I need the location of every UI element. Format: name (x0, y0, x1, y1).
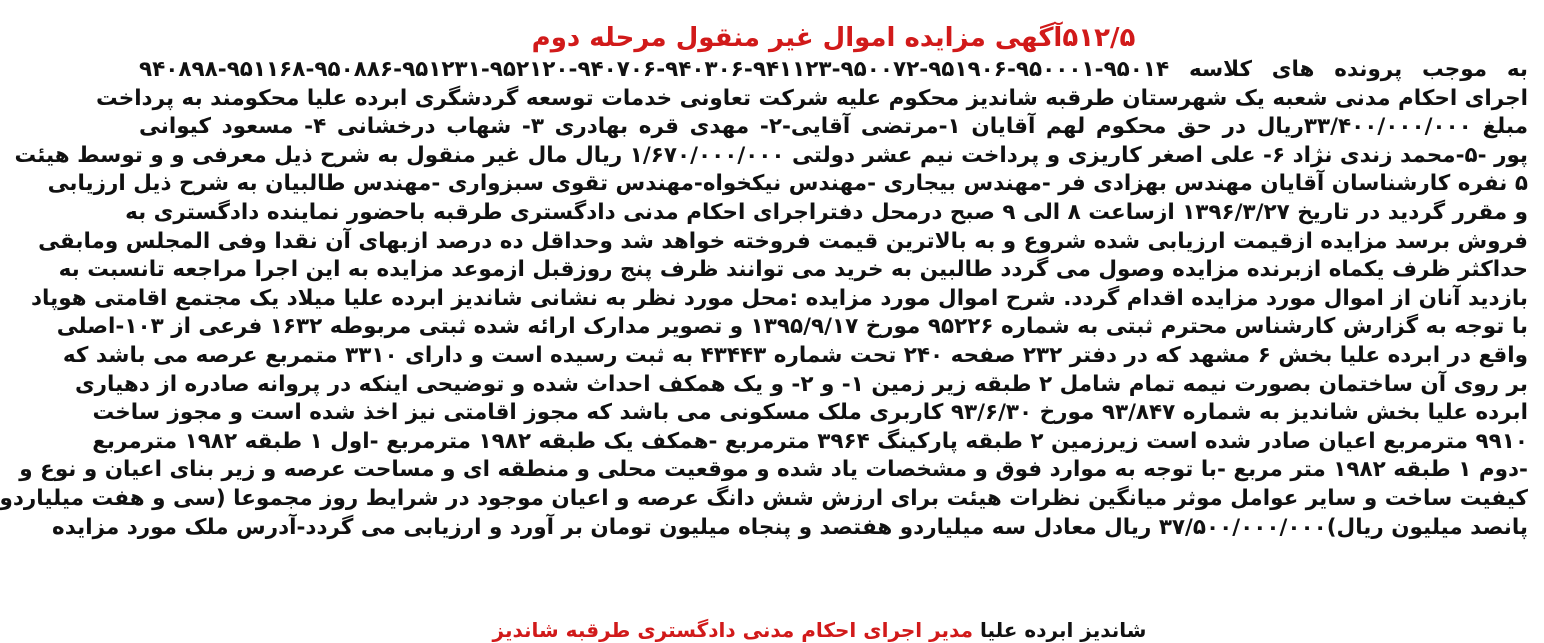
body-line: ۹۹۱۰ مترمربع اعیان صادر شده است زیرزمین ۲ طبقه پارکینگ ۳۹۶۴ مترمربع -همکف یک طبقه ۱۹۸۲ مترمربع -اول ۱ طبقه ۱۹۸۲ مترمربع (92, 428, 1528, 454)
body-line: -دوم ۱ طبقه ۱۹۸۲ متر مربع -با توجه به موارد فوق و مشخصات یاد شده و موقعیت محلی و منطقه ای و مساحت عرصه و زیر بنای اعیان و نوع و (19, 457, 1528, 483)
body-line: و مقرر گردید در تاریخ ۱۳۹۶/۳/۲۷ ازساعت ۸ الی ۹ صبح درمحل دفتراجرای احکام مدنی دادگستری طرقبه باحضور نماینده دادگستری به (125, 199, 1528, 225)
body-line: ۵ نفره کارشناسان آقایان مهندس بهزادی فر -مهندس بیجاری -مهندس نیکخواه-مهندس تقوی سبزواری -مهندس طالبیان به شرح ذیل ارزیابی (47, 171, 1528, 197)
body-line: با توجه به گزارش کارشناس محترم ثبتی به شماره ۹۵۲۲۶ مورخ ۱۳۹۵/۹/۱۷ و تصویر مدارک ارائه شده ثبتی مربوطه ۱۶۳۲ فرعی از ۱۰۳-اصلی (56, 314, 1528, 340)
signature-line (123, 617, 1544, 643)
body-line: پور -۵-محمد زندی نژاد ۶- علی اصغر کاریزی و پرداخت نیم عشر دولتی ۱/۶۷۰/۰۰۰/۰۰۰ ریال مال غیر منقول به شرح ذیل معرفی و و توسط هیئت (14, 142, 1528, 168)
body-line: حداکثر ظرف یکماه ازبرنده مزایده وصول می گردد طالبین به خرید می توانند ظرف پنج روزقبل ازموعد مزایده به این اجرا مراجعه تانسبت به (58, 257, 1528, 283)
address-tail: شاندیز ابرده علیا (979, 618, 1147, 642)
body-line: بر روی آن ساختمان بصورت نیمه تمام شامل ۲ طبقه زیر زمین ۱- و ۲- و یک همکف احداث شده و توضیحی اینکه در پروانه صادره از دهیاری (74, 371, 1528, 397)
body-line: مبلغ ۳۳/۴۰۰/۰۰۰/۰۰۰ریال در حق محکوم لهم آقایان ۱-مرتضی آقایی-۲- مهدی قره بهادری ۳- شهاب درخشانی ۴- مسعود کیوانی (139, 114, 1529, 140)
body-line: کیفیت ساخت و سایر عوامل موثر میانگین نظرات هیئت برای ارزش شش دانگ عرصه و اعیان موجود در شرایط روز مجموعا (سی و هفت میلیاردو (0, 485, 1528, 511)
body-line: پانصد میلیون ریال)۳۷/۵۰۰/۰۰۰/۰۰۰ ریال معادل سه میلیاردو هفتصد و پنجاه میلیون تومان بر آورد و ارزیابی می گردد-آدرس ملک مورد مزایده (52, 514, 1528, 540)
body-line: اجرای احکام مدنی شعبه یک شهرستان طرقبه شاندیز محکوم علیه شرکت تعاونی خدمات توسعه گردشگری ابرده علیا محکومند به پرداخت (95, 85, 1528, 111)
body-line: ابرده علیا بخش شاندیز به شماره ۹۳/۸۴۷ مورخ ۹۳/۶/۳۰ کاربری ملک مسکونی می باشد که مجوز اقامتی نیز اخذ شده است و مجوز ساخت (92, 400, 1528, 426)
notice-body (0, 56, 1529, 542)
body-line: به موجب پرونده های کلاسه ۹۵۰۱۴-۹۵۰۰۰۱-۹۵۱۹۰۶-۹۵۰۰۷۲-۹۴۱۱۲۳-۹۴۰۳۰۶-۹۴۰۷۰۶-۹۵۲۱۲۰-۹۵۱۲۳۱-۹۵۰۸۸۶-۹۵۱۱۶۸-۹۴۰۸۹۸ (139, 57, 1528, 82)
body-line: فروش برسد مزایده ازقیمت ارزیابی شده شروع و به بالاترین قیمت فروخته خواهد شد وحداقل ده درصد ازبهای آن نقدا وفی المجلس ومابقی (38, 228, 1528, 254)
signature-office: مدیر اجرای احکام مدنی دادگستری طرقبه شاندیز (492, 618, 973, 642)
body-line: بازدید آنان از اموال مورد مزایده اقدام گردد. شرح اموال مورد مزایده :محل مورد نظر به نشانی شاندیز ابرده علیا میلاد یک مجتمع اقامتی هوپاد (31, 285, 1528, 311)
notice-title: ۵۱۲/۵آگهی مزایده اموال غیر منقول مرحله دوم (531, 23, 1136, 53)
body-line: واقع در ابرده علیا بخش ۶ مشهد که در دفتر ۲۳۲ صفحه ۲۴۰ تحت شماره ۴۳۴۴۳ به ثبت رسیده است و دارای ۳۳۱۰ متمربع عرصه می باشد که (62, 342, 1528, 368)
